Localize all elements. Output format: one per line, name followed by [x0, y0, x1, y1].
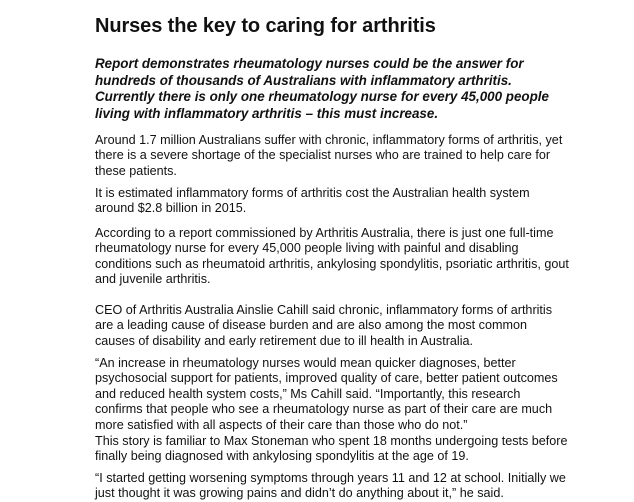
paragraph-max-story [95, 434, 625, 465]
text-line: and juvenile arthritis. [95, 272, 211, 287]
text-line: there is a severe shortage of the specialist nurses who are trained to help care for [95, 148, 551, 163]
text-line: more satisfied with all aspects of their care than those who do not.” [95, 417, 468, 432]
lead-line: Report demonstrates rheumatology nurses could be the answer for [95, 56, 524, 71]
text-line: This story is familiar to Max Stoneman who spent 18 months undergoing tests before [95, 434, 568, 448]
paragraph-ceo [95, 303, 625, 349]
text-line: Around 1.7 million Australians suffer with chronic, inflammatory forms of arthritis, yet [95, 133, 563, 147]
text-line: finally being diagnosed with ankylosing spondylitis at the age of 19. [95, 449, 469, 464]
text-line: rheumatology nurse for every 45,000 people living with painful and disabling [95, 241, 519, 256]
lead-line: living with inflammatory arthritis – this must increase. [95, 105, 439, 121]
text-line: just thought it was growing pains and didn’t do anything about it,” he said. [95, 486, 504, 501]
text-line: According to a report commissioned by Arthritis Australia, there is just one full-time [95, 226, 554, 240]
text-line: confirms that people who see a rheumatology nurse as part of their care are much [95, 402, 553, 417]
lead-line: hundreds of thousands of Australians with inflammatory arthritis. [95, 72, 512, 88]
lead-line: Currently there is only one rheumatology nurse for every 45,000 people [95, 89, 549, 104]
text-line: causes of disability and early retirement due to ill health in Australia. [95, 333, 474, 348]
text-line: It is estimated inflammatory forms of arthritis cost the Australian health system [95, 186, 530, 200]
article-title: Nurses the key to caring for arthritis [95, 15, 436, 37]
text-line: conditions such as rheumatoid arthritis, ankylosing spondylitis, psoriatic arthritis, gout [95, 256, 569, 271]
text-line: around $2.8 billion in 2015. [95, 201, 247, 216]
text-line: psychosocial support for patients, improved quality of care, better patient outcomes [95, 371, 558, 386]
text-line: CEO of Arthritis Australia Ainslie Cahill said chronic, inflammatory forms of arthritis [95, 303, 553, 317]
paragraph-report [95, 226, 625, 288]
text-line: “An increase in rheumatology nurses would mean quicker diagnoses, better [95, 356, 516, 370]
text-line: these patients. [95, 163, 177, 178]
text-line: “I started getting worsening symptoms through years 11 and 12 at school. Initially we [95, 471, 566, 485]
paragraph-prevalence [95, 133, 625, 179]
paragraph-quote [95, 356, 625, 433]
article-lead [95, 56, 615, 122]
text-line: are a leading cause of disease burden and are also among the most common [95, 318, 527, 333]
paragraph-cost [95, 186, 625, 217]
paragraph-max-quote [95, 471, 625, 502]
text-line: and reduced health system costs,” Ms Cahill said. “Importantly, this research [95, 386, 521, 401]
